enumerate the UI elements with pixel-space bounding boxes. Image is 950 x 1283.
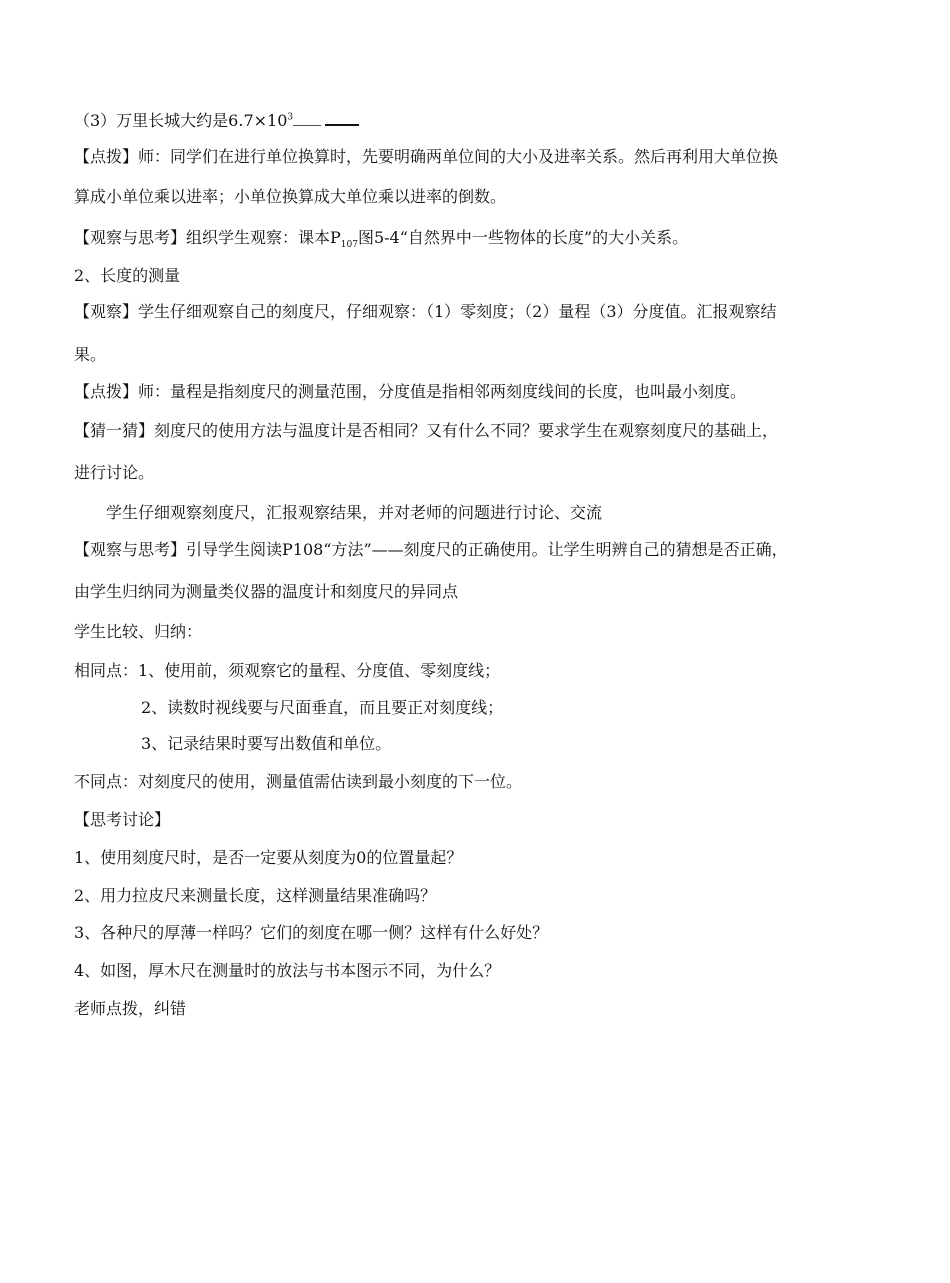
paragraph-line: 【观察】学生仔细观察自己的刻度尺，仔细观察：（1）零刻度；（2）量程（3）分度值。汇报观察结 (74, 302, 777, 321)
exercise-text: （3）万里长城大约是6.7×10 (74, 111, 288, 130)
list-item: 3、记录结果时要写出数值和单位。 (141, 734, 392, 753)
paragraph-line: 不同点：对刻度尺的使用，测量值需估读到最小刻度的下一位。 (74, 772, 523, 791)
paragraph-line: 【观察与思考】引导学生阅读P108“方法”——刻度尺的正确使用。让学生明辨自己的猜想是否正确， (74, 540, 788, 559)
paragraph-line: 果。 (74, 345, 107, 364)
answer-blank-underline (325, 110, 359, 126)
section-heading: 2、长度的测量 (74, 266, 181, 285)
list-item: 4、如图，厚木尺在测量时的放法与书本图示不同，为什么？ (74, 961, 501, 980)
answer-blank (293, 111, 321, 126)
paragraph-line: 由学生归纳同为测量类仪器的温度计和刻度尺的异同点 (74, 582, 459, 601)
list-item: 2、读数时视线要与尺面垂直，而且要正对刻度线； (141, 698, 504, 717)
page-subscript: 107 (340, 240, 358, 251)
paragraph-line: 算成小单位乘以进率；小单位换算成大单位乘以进率的倒数。 (74, 187, 507, 206)
paragraph-line: 老师点拨，纠错 (74, 999, 187, 1018)
paragraph-line: 【猜一猜】刻度尺的使用方法与温度计是否相同？又有什么不同？要求学生在观察刻度尺的基础上， (74, 421, 779, 440)
section-heading: 【思考讨论】 (74, 810, 171, 829)
paragraph-text: 【观察与思考】组织学生观察：课本P (74, 228, 341, 247)
list-item: 2、用力拉皮尺来测量长度，这样测量结果准确吗？ (74, 886, 437, 905)
paragraph-text: 图5-4“自然界中一些物体的长度”的大小关系。 (357, 228, 689, 247)
list-item: 1、使用刻度尺时，是否一定要从刻度为0的位置量起？ (74, 848, 463, 867)
paragraph-line: 学生仔细观察刻度尺，汇报观察结果，并对老师的问题进行讨论、交流 (106, 503, 603, 522)
paragraph-line (74, 228, 689, 251)
paragraph-line: 【点拨】师：量程是指刻度尺的测量范围，分度值是指相邻两刻度线间的长度，也叫最小刻度。 (74, 382, 747, 401)
paragraph-line: 【点拨】师：同学们在进行单位换算时，先要明确两单位间的大小及进率关系。然后再利用大单位换 (74, 147, 779, 166)
paragraph-line: 学生比较、归纳： (74, 622, 203, 641)
exponent: 3 (287, 112, 294, 123)
paragraph-line: 进行讨论。 (74, 463, 155, 482)
list-item: 3、各种尺的厚薄一样吗？它们的刻度在哪一侧？这样有什么好处？ (74, 923, 549, 942)
list-item: 相同点：1、使用前，须观察它的量程、分度值、零刻度线； (74, 661, 501, 680)
exercise-line-3 (74, 110, 359, 131)
